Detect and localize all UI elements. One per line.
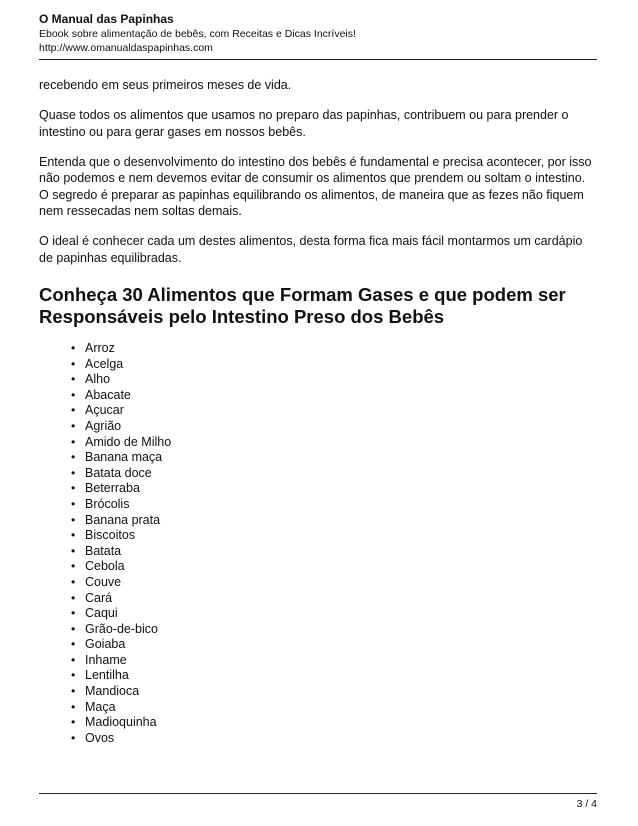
list-item-label: Amido de Milho	[85, 434, 172, 449]
bullet-icon: •	[71, 341, 76, 355]
list-item	[71, 715, 597, 731]
list-item-label: Agrião	[85, 418, 122, 433]
list-item	[71, 700, 597, 716]
bullet-icon: •	[71, 481, 76, 496]
list-item	[71, 341, 597, 357]
bullet-icon: •	[71, 590, 76, 605]
list-item-label: Banana prata	[85, 512, 161, 527]
list-item	[71, 372, 597, 388]
paragraph-1: recebendo em seus primeiros meses de vida.	[39, 78, 292, 92]
bullet-icon: •	[71, 606, 76, 621]
header-url[interactable]: http://www.omanualdaspapinhas.com	[39, 42, 213, 54]
page-number: 3 / 4	[576, 798, 597, 810]
bullet-icon: •	[71, 715, 76, 730]
list-item-label: Cará	[85, 590, 113, 605]
list-item-label: Acelga	[85, 356, 124, 371]
bullet-icon: •	[71, 543, 76, 558]
bullet-icon: •	[71, 450, 76, 465]
list-item	[71, 357, 597, 373]
list-item	[71, 622, 597, 638]
food-list	[39, 341, 597, 746]
list-item	[71, 653, 597, 669]
list-item	[71, 497, 597, 513]
list-item	[71, 466, 597, 482]
bullet-icon: •	[71, 434, 76, 449]
paragraph-4: O ideal é conhecer cada um destes alimentos, desta forma fica mais fácil montarmos um cardápio de papinhas equilibradas.	[39, 234, 583, 265]
list-item	[71, 450, 597, 466]
list-item	[71, 388, 597, 404]
list-item-label: Abacate	[85, 387, 131, 402]
list-item	[71, 513, 597, 529]
bullet-icon: •	[71, 684, 76, 699]
bullet-icon: •	[71, 730, 76, 745]
list-item-label: Ovos	[85, 730, 115, 745]
list-item	[71, 481, 597, 497]
page-header	[39, 12, 597, 55]
section-heading: Conheça 30 Alimentos que Formam Gases e que podem ser Responsáveis pelo Intestino Preso dos Bebês	[39, 284, 566, 327]
bullet-icon: •	[71, 621, 76, 636]
list-item	[71, 637, 597, 653]
list-item-label: Batata doce	[85, 465, 152, 480]
bullet-icon: •	[71, 418, 76, 433]
header-subtitle: Ebook sobre alimentação de bebês, com Receitas e Dicas Incríveis!	[39, 28, 356, 40]
bullet-icon: •	[71, 699, 76, 714]
bullet-icon: •	[71, 652, 76, 667]
bullet-icon: •	[71, 465, 76, 480]
list-item-label: Biscoitos	[85, 528, 136, 543]
list-item-label: Banana maça	[85, 450, 163, 465]
page-content	[39, 77, 597, 746]
list-item	[71, 575, 597, 591]
list-item-label: Lentilha	[85, 668, 129, 683]
list-item-label: Maça	[85, 699, 116, 714]
list-item	[71, 668, 597, 684]
list-item	[71, 435, 597, 451]
list-item-label: Arroz	[85, 341, 115, 355]
header-title: O Manual das Papinhas	[39, 12, 174, 26]
list-item-label: Mandioca	[85, 684, 140, 699]
list-item	[71, 544, 597, 560]
list-item-label: Açucar	[85, 403, 124, 418]
list-item	[71, 528, 597, 544]
list-item-label: Alho	[85, 372, 111, 387]
list-item-label: Inhame	[85, 652, 127, 667]
list-item-label: Cebola	[85, 559, 125, 574]
bullet-icon: •	[71, 637, 76, 652]
bullet-icon: •	[71, 528, 76, 543]
paragraph-2: Quase todos os alimentos que usamos no preparo das papinhas, contribuem ou para prender o intestino ou para gerar gases em nossos bebês.	[39, 108, 569, 139]
list-item	[71, 559, 597, 575]
bullet-icon: •	[71, 559, 76, 574]
bullet-icon: •	[71, 403, 76, 418]
bullet-icon: •	[71, 574, 76, 589]
list-item-label: Couve	[85, 574, 122, 589]
list-item	[71, 684, 597, 700]
bullet-icon: •	[71, 512, 76, 527]
bullet-icon: •	[71, 668, 76, 683]
list-item-label: Caqui	[85, 606, 118, 621]
list-item-label: Madioquinha	[85, 715, 157, 730]
list-item-label: Brócolis	[85, 496, 130, 511]
list-item	[71, 403, 597, 419]
list-item	[71, 591, 597, 607]
list-item	[71, 606, 597, 622]
paragraph-3: Entenda que o desenvolvimento do intestino dos bebês é fundamental e precisa acontecer, por isso não podemos e nem devemos evitar de consumir os alimentos que prendem ou soltam o intestino. O segredo é preparar as papinhas equilibrando os alimentos, de maneira que as fezes não fiquem nem ressecadas nem soltas demais.	[39, 154, 592, 218]
list-item	[71, 731, 597, 747]
list-item	[71, 419, 597, 435]
bullet-icon: •	[71, 356, 76, 371]
footer-divider	[39, 793, 597, 794]
list-item-label: Grão-de-bico	[85, 621, 158, 636]
list-item-label: Batata	[85, 543, 122, 558]
list-item-label: Goiaba	[85, 637, 126, 652]
bullet-icon: •	[71, 372, 76, 387]
bullet-icon: •	[71, 496, 76, 511]
list-item-label: Beterraba	[85, 481, 140, 496]
header-divider	[39, 59, 597, 60]
bullet-icon: •	[71, 387, 76, 402]
